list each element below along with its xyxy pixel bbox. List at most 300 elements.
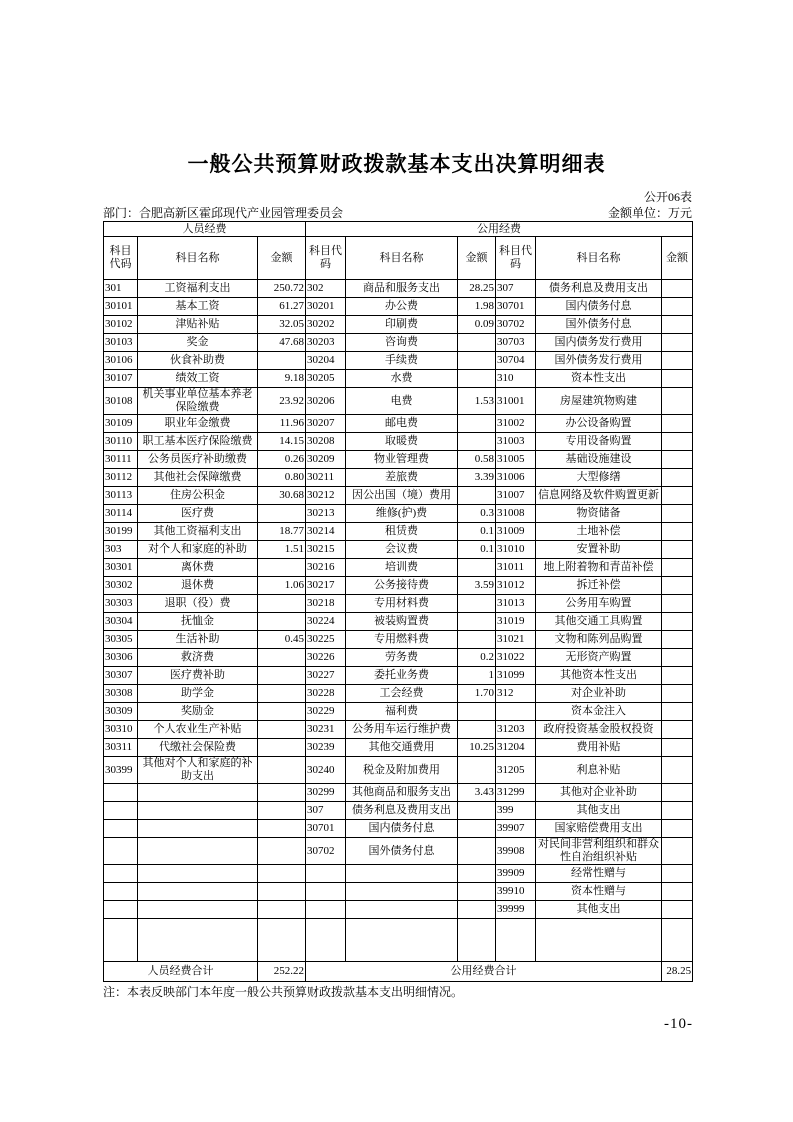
subject-code-cell: 30209	[306, 451, 346, 469]
subject-code-cell	[104, 901, 138, 919]
subject-name-cell	[346, 883, 458, 901]
subject-name-cell: 救济费	[138, 649, 258, 667]
table-row	[104, 865, 693, 883]
amount-cell	[662, 802, 693, 820]
amount-cell	[662, 838, 693, 865]
amount-cell	[458, 721, 496, 739]
table-code-label: 公开06表	[643, 190, 692, 204]
amount-cell	[458, 820, 496, 838]
amount-cell	[458, 919, 496, 962]
amount-cell: 1.70	[458, 685, 496, 703]
subject-name-cell: 代缴社会保险费	[138, 739, 258, 757]
subject-name-cell: 委托业务费	[346, 667, 458, 685]
amount-cell	[258, 685, 306, 703]
table-row	[104, 757, 693, 784]
subject-name-cell: 物资储备	[536, 505, 662, 523]
table-row	[104, 883, 693, 901]
amount-cell	[258, 613, 306, 631]
subject-code-cell: 30301	[104, 559, 138, 577]
subject-name-cell: 抚恤金	[138, 613, 258, 631]
amount-cell	[458, 613, 496, 631]
subject-name-cell: 培训费	[346, 559, 458, 577]
meta-row	[103, 204, 692, 221]
subject-code-cell: 30212	[306, 487, 346, 505]
footnote: 注：本表反映部门本年度一般公共预算财政拨款基本支出明细情况。	[103, 985, 464, 999]
amount-cell: 0.1	[458, 541, 496, 559]
amount-cell: 9.18	[258, 370, 306, 388]
amount-cell	[458, 433, 496, 451]
subject-code-cell	[104, 865, 138, 883]
amount-cell: 14.15	[258, 433, 306, 451]
subject-name-cell: 住房公积金	[138, 487, 258, 505]
subject-name-cell: 公务员医疗补助缴费	[138, 451, 258, 469]
amount-cell	[662, 559, 693, 577]
subject-code-cell: 31203	[496, 721, 536, 739]
subject-code-cell: 30226	[306, 649, 346, 667]
group-header-public: 公用经费	[306, 222, 693, 237]
amount-cell	[458, 487, 496, 505]
subject-code-cell: 39910	[496, 883, 536, 901]
subject-name-cell: 津贴补贴	[138, 316, 258, 334]
subject-name-cell: 安置补助	[536, 541, 662, 559]
subject-name-cell: 地上附着物和青苗补偿	[536, 559, 662, 577]
table-row	[104, 559, 693, 577]
subject-code-cell: 30214	[306, 523, 346, 541]
table-row	[104, 613, 693, 631]
amount-cell	[662, 280, 693, 298]
amount-cell	[258, 838, 306, 865]
subject-name-cell: 专用设备购置	[536, 433, 662, 451]
amount-cell	[662, 415, 693, 433]
subject-name-cell	[138, 838, 258, 865]
subject-code-cell: 31005	[496, 451, 536, 469]
subject-code-cell: 31019	[496, 613, 536, 631]
amount-cell: 0.26	[258, 451, 306, 469]
table-row	[104, 298, 693, 316]
amount-cell	[258, 559, 306, 577]
subject-code-cell: 30229	[306, 703, 346, 721]
subject-code-cell: 303	[104, 541, 138, 559]
subject-code-cell: 30701	[306, 820, 346, 838]
amount-cell: 1.98	[458, 298, 496, 316]
subject-name-cell: 对民间非营利组织和群众性自治组织补贴	[536, 838, 662, 865]
subject-code-cell: 30207	[306, 415, 346, 433]
subject-name-cell: 债务利息及费用支出	[536, 280, 662, 298]
amount-cell	[258, 757, 306, 784]
subject-name-cell: 信息网络及软件购置更新	[536, 487, 662, 505]
amount-cell	[458, 838, 496, 865]
amount-cell	[662, 703, 693, 721]
amount-cell: 1	[458, 667, 496, 685]
amount-cell	[662, 370, 693, 388]
subject-name-cell: 国内债务发行费用	[536, 334, 662, 352]
amount-cell: 0.1	[458, 523, 496, 541]
subject-code-cell: 30109	[104, 415, 138, 433]
subject-name-cell: 邮电费	[346, 415, 458, 433]
department-label: 部门：合肥高新区霍邱现代产业园管理委员会	[103, 206, 344, 220]
subject-code-cell: 30307	[104, 667, 138, 685]
subject-code-cell: 31011	[496, 559, 536, 577]
subject-name-cell: 对企业补助	[536, 685, 662, 703]
subject-code-cell: 30703	[496, 334, 536, 352]
subject-code-cell: 30227	[306, 667, 346, 685]
subject-name-cell: 水费	[346, 370, 458, 388]
subject-name-cell: 利息补贴	[536, 757, 662, 784]
subject-name-cell: 职工基本医疗保险缴费	[138, 433, 258, 451]
subject-code-cell: 30199	[104, 523, 138, 541]
subject-name-cell: 经常性赠与	[536, 865, 662, 883]
subject-code-cell: 30113	[104, 487, 138, 505]
amount-cell: 30.68	[258, 487, 306, 505]
subject-name-cell: 因公出国（境）费用	[346, 487, 458, 505]
subject-name-cell: 离休费	[138, 559, 258, 577]
subject-code-cell	[104, 838, 138, 865]
amount-cell: 23.92	[258, 388, 306, 415]
personnel-total-value: 252.22	[258, 962, 306, 982]
amount-cell	[458, 865, 496, 883]
table-row	[104, 739, 693, 757]
amount-cell	[258, 703, 306, 721]
subject-code-cell: 30399	[104, 757, 138, 784]
subject-code-cell: 30204	[306, 352, 346, 370]
subject-name-cell: 费用补贴	[536, 739, 662, 757]
table-row	[104, 451, 693, 469]
amount-cell	[662, 820, 693, 838]
subject-name-cell: 其他支出	[536, 901, 662, 919]
subject-code-cell: 30702	[306, 838, 346, 865]
subject-name-cell	[346, 919, 458, 962]
subject-code-cell: 31002	[496, 415, 536, 433]
subject-code-cell: 30110	[104, 433, 138, 451]
subject-code-cell: 307	[496, 280, 536, 298]
subject-name-cell: 土地补偿	[536, 523, 662, 541]
subject-name-cell: 其他工资福利支出	[138, 523, 258, 541]
table-row	[104, 820, 693, 838]
subject-name-cell: 大型修缮	[536, 469, 662, 487]
subject-name-cell: 其他交通工具购置	[536, 613, 662, 631]
subject-code-cell: 30215	[306, 541, 346, 559]
column-header-subject-code-2: 科目代码	[306, 237, 346, 280]
subject-code-cell: 30231	[306, 721, 346, 739]
subject-name-cell: 其他对企业补助	[536, 784, 662, 802]
amount-cell	[662, 613, 693, 631]
subject-code-cell	[306, 901, 346, 919]
subject-name-cell: 差旅费	[346, 469, 458, 487]
amount-cell: 1.53	[458, 388, 496, 415]
subject-code-cell: 30311	[104, 739, 138, 757]
amount-cell	[458, 703, 496, 721]
subject-code-cell: 30305	[104, 631, 138, 649]
subject-code-cell	[104, 919, 138, 962]
subject-name-cell	[138, 784, 258, 802]
column-header-subject-code-3: 科目代码	[496, 237, 536, 280]
subject-code-cell: 31204	[496, 739, 536, 757]
amount-cell	[258, 352, 306, 370]
subject-code-cell: 30111	[104, 451, 138, 469]
subject-name-cell: 对个人和家庭的补助	[138, 541, 258, 559]
subject-name-cell: 伙食补助费	[138, 352, 258, 370]
subject-code-cell: 30101	[104, 298, 138, 316]
amount-cell	[662, 388, 693, 415]
subject-code-cell: 31008	[496, 505, 536, 523]
subject-code-cell: 31007	[496, 487, 536, 505]
subject-name-cell: 退休费	[138, 577, 258, 595]
subject-name-cell: 物业管理费	[346, 451, 458, 469]
totals-row	[104, 962, 693, 982]
amount-cell	[662, 577, 693, 595]
amount-cell	[662, 316, 693, 334]
amount-cell	[662, 757, 693, 784]
subject-name-cell: 医疗费	[138, 505, 258, 523]
subject-name-cell: 国外债务付息	[536, 316, 662, 334]
subject-code-cell: 30701	[496, 298, 536, 316]
subject-code-cell: 39909	[496, 865, 536, 883]
subject-code-cell: 30103	[104, 334, 138, 352]
subject-code-cell: 302	[306, 280, 346, 298]
table-row	[104, 667, 693, 685]
subject-code-cell: 312	[496, 685, 536, 703]
subject-name-cell: 手续费	[346, 352, 458, 370]
amount-cell	[662, 352, 693, 370]
amount-cell: 0.80	[258, 469, 306, 487]
group-header-row	[104, 222, 693, 237]
subject-name-cell: 职业年金缴费	[138, 415, 258, 433]
amount-cell: 3.59	[458, 577, 496, 595]
subject-code-cell: 30206	[306, 388, 346, 415]
amount-cell	[258, 667, 306, 685]
amount-cell	[258, 505, 306, 523]
subject-code-cell: 39999	[496, 901, 536, 919]
amount-cell: 3.39	[458, 469, 496, 487]
table-row	[104, 577, 693, 595]
subject-name-cell: 奖金	[138, 334, 258, 352]
amount-cell: 10.25	[458, 739, 496, 757]
amount-cell	[458, 595, 496, 613]
subject-code-cell	[496, 919, 536, 962]
amount-cell	[662, 298, 693, 316]
subject-name-cell: 国外债务付息	[346, 838, 458, 865]
subject-code-cell: 30704	[496, 352, 536, 370]
table-row	[104, 703, 693, 721]
subject-code-cell	[104, 883, 138, 901]
subject-name-cell: 政府投资基金股权投资	[536, 721, 662, 739]
amount-cell	[662, 631, 693, 649]
amount-cell	[662, 595, 693, 613]
subject-name-cell: 工资福利支出	[138, 280, 258, 298]
column-header-amount-1: 金额	[258, 237, 306, 280]
subject-code-cell: 30309	[104, 703, 138, 721]
table-row	[104, 802, 693, 820]
subject-code-cell: 30201	[306, 298, 346, 316]
amount-cell	[458, 757, 496, 784]
subject-code-cell: 30208	[306, 433, 346, 451]
subject-code-cell: 31022	[496, 649, 536, 667]
table-row	[104, 487, 693, 505]
subject-code-cell	[496, 703, 536, 721]
subject-name-cell: 工会经费	[346, 685, 458, 703]
subject-code-cell: 30228	[306, 685, 346, 703]
amount-cell	[458, 352, 496, 370]
table-area	[103, 221, 692, 1000]
subject-name-cell: 公务接待费	[346, 577, 458, 595]
subject-name-cell: 其他支出	[536, 802, 662, 820]
amount-cell	[662, 784, 693, 802]
subject-code-cell: 30202	[306, 316, 346, 334]
table-row	[104, 316, 693, 334]
subject-name-cell: 国外债务发行费用	[536, 352, 662, 370]
subject-name-cell: 公务用车运行维护费	[346, 721, 458, 739]
subject-code-cell	[306, 919, 346, 962]
amount-cell	[258, 595, 306, 613]
table-row	[104, 838, 693, 865]
subject-code-cell: 31299	[496, 784, 536, 802]
subject-name-cell	[536, 919, 662, 962]
amount-cell	[662, 433, 693, 451]
subject-name-cell: 取暖费	[346, 433, 458, 451]
amount-cell	[458, 901, 496, 919]
subject-name-cell	[138, 820, 258, 838]
amount-cell	[458, 415, 496, 433]
amount-cell: 47.68	[258, 334, 306, 352]
subject-code-cell: 30308	[104, 685, 138, 703]
table-row	[104, 685, 693, 703]
subject-name-cell: 其他交通费用	[346, 739, 458, 757]
amount-cell	[258, 883, 306, 901]
subject-name-cell: 其他商品和服务支出	[346, 784, 458, 802]
budget-table	[103, 221, 693, 982]
page-title: 一般公共预算财政拨款基本支出决算明细表	[187, 152, 606, 176]
subject-name-cell: 福利费	[346, 703, 458, 721]
amount-cell	[258, 784, 306, 802]
amount-cell: 1.51	[258, 541, 306, 559]
amount-cell: 3.43	[458, 784, 496, 802]
subject-name-cell: 专用材料费	[346, 595, 458, 613]
subject-name-cell: 其他社会保障缴费	[138, 469, 258, 487]
subject-code-cell: 39908	[496, 838, 536, 865]
subject-name-cell: 奖励金	[138, 703, 258, 721]
subject-name-cell: 被装购置费	[346, 613, 458, 631]
subject-name-cell: 债务利息及费用支出	[346, 802, 458, 820]
subject-code-cell	[306, 865, 346, 883]
subject-code-cell: 30112	[104, 469, 138, 487]
subject-code-cell: 30114	[104, 505, 138, 523]
subject-name-cell: 办公费	[346, 298, 458, 316]
subject-name-cell: 劳务费	[346, 649, 458, 667]
subject-name-cell: 会议费	[346, 541, 458, 559]
subject-name-cell: 国内债务付息	[346, 820, 458, 838]
subject-code-cell: 30106	[104, 352, 138, 370]
amount-cell: 18.77	[258, 523, 306, 541]
table-row	[104, 280, 693, 298]
subject-name-cell: 医疗费补助	[138, 667, 258, 685]
table-row	[104, 595, 693, 613]
public-total-value: 28.25	[662, 962, 693, 982]
table-row	[104, 334, 693, 352]
amount-cell	[662, 865, 693, 883]
subject-name-cell: 租赁费	[346, 523, 458, 541]
table-row	[104, 415, 693, 433]
table-row	[104, 469, 693, 487]
subject-name-cell: 咨询费	[346, 334, 458, 352]
subject-name-cell: 拆迁补偿	[536, 577, 662, 595]
subject-name-cell: 电费	[346, 388, 458, 415]
amount-cell	[258, 721, 306, 739]
subject-name-cell: 绩效工资	[138, 370, 258, 388]
subject-code-cell: 31010	[496, 541, 536, 559]
subject-code-cell: 30303	[104, 595, 138, 613]
amount-cell: 0.3	[458, 505, 496, 523]
subject-name-cell: 基本工资	[138, 298, 258, 316]
amount-cell	[662, 451, 693, 469]
subject-name-cell: 房屋建筑物购建	[536, 388, 662, 415]
subject-name-cell: 印刷费	[346, 316, 458, 334]
table-row	[104, 901, 693, 919]
subject-name-cell	[138, 919, 258, 962]
subject-code-cell: 30216	[306, 559, 346, 577]
amount-cell	[662, 649, 693, 667]
subject-name-cell	[346, 865, 458, 883]
subject-name-cell: 资本性支出	[536, 370, 662, 388]
subject-name-cell	[138, 865, 258, 883]
subject-name-cell: 税金及附加费用	[346, 757, 458, 784]
subject-name-cell: 公务用车购置	[536, 595, 662, 613]
table-row	[104, 388, 693, 415]
subject-code-cell: 31021	[496, 631, 536, 649]
table-row	[104, 919, 693, 962]
amount-cell	[662, 541, 693, 559]
subject-name-cell: 国家赔偿费用支出	[536, 820, 662, 838]
column-header-amount-2: 金额	[458, 237, 496, 280]
subject-code-cell: 31009	[496, 523, 536, 541]
column-header-amount-3: 金额	[662, 237, 693, 280]
subject-name-cell: 退职（役）费	[138, 595, 258, 613]
subject-code-cell: 301	[104, 280, 138, 298]
amount-cell	[662, 685, 693, 703]
amount-cell	[662, 667, 693, 685]
amount-cell	[662, 469, 693, 487]
subject-code-cell: 39907	[496, 820, 536, 838]
subject-name-cell: 基础设施建设	[536, 451, 662, 469]
amount-cell: 0.58	[458, 451, 496, 469]
subject-code-cell: 30240	[306, 757, 346, 784]
amount-cell: 11.96	[258, 415, 306, 433]
subject-code-cell: 31001	[496, 388, 536, 415]
subject-code-cell	[104, 820, 138, 838]
amount-cell	[458, 883, 496, 901]
subject-code-cell: 30310	[104, 721, 138, 739]
subject-name-cell: 文物和陈列品购置	[536, 631, 662, 649]
subject-code-cell: 30213	[306, 505, 346, 523]
table-row	[104, 784, 693, 802]
subject-code-cell: 30107	[104, 370, 138, 388]
amount-cell	[258, 865, 306, 883]
subject-code-cell: 399	[496, 802, 536, 820]
amount-cell	[258, 919, 306, 962]
amount-cell	[258, 820, 306, 838]
subject-name-cell: 生活补助	[138, 631, 258, 649]
amount-cell	[662, 487, 693, 505]
unit-label: 金额单位：万元	[607, 206, 692, 220]
amount-cell: 0.2	[458, 649, 496, 667]
table-row	[104, 631, 693, 649]
table-row	[104, 505, 693, 523]
subject-code-cell: 30302	[104, 577, 138, 595]
amount-cell: 32.05	[258, 316, 306, 334]
amount-cell	[662, 505, 693, 523]
amount-cell	[458, 370, 496, 388]
amount-cell: 250.72	[258, 280, 306, 298]
subject-code-cell: 30702	[496, 316, 536, 334]
